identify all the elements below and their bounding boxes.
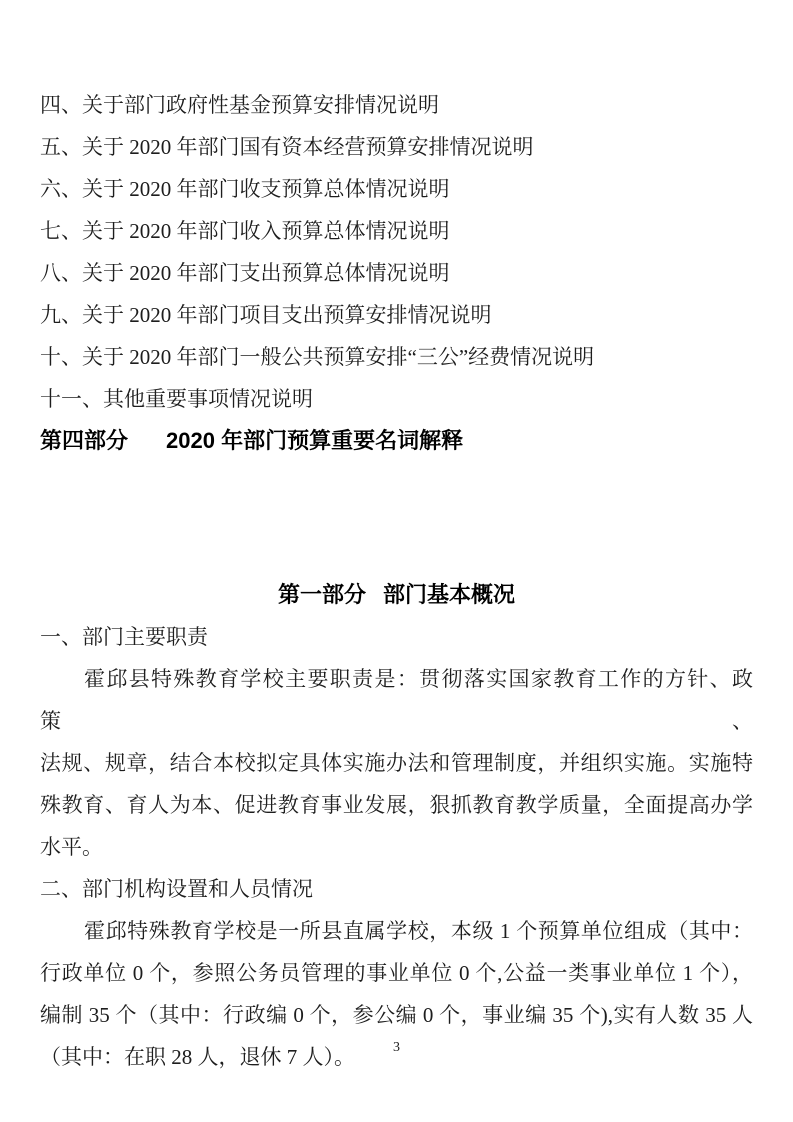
toc-item-5: 五、关于 2020 年部门国有资本经营预算安排情况说明	[40, 135, 534, 159]
toc-item-10: 十、关于 2020 年部门一般公共预算安排“三公”经费情况说明	[40, 345, 595, 369]
toc-part4-heading	[40, 420, 753, 462]
para2-line-4: （其中：在职 28 人，退休 7 人）。	[40, 1045, 355, 1069]
section1-heading	[40, 574, 753, 616]
subsection1-heading: 一、部门主要职责	[40, 625, 208, 649]
para1-line-1: 霍邱县特殊教育学校主要职责是：贯彻落实国家教育工作的方针、政策、	[40, 667, 753, 733]
para1-line-2: 法规、规章，结合本校拟定具体实施办法和管理制度，并组织实施。实施特	[40, 751, 753, 775]
para2-line-2: 行政单位 0 个，参照公务员管理的事业单位 0 个,公益一类事业单位 1 个），	[40, 961, 753, 985]
toc-item-7: 七、关于 2020 年部门收入预算总体情况说明	[40, 219, 450, 243]
para1-line-3: 殊教育、育人为本、促进教育事业发展，狠抓教育教学质量，全面提高办学	[40, 793, 753, 817]
para1-line-4: 水平。	[40, 835, 103, 859]
subsection2-heading: 二、部门机构设置和人员情况	[40, 877, 313, 901]
toc-item-6: 六、关于 2020 年部门收支预算总体情况说明	[40, 177, 450, 201]
toc-part4-title: 2020 年部门预算重要名词解释	[166, 428, 464, 453]
page-number: 3	[393, 1040, 400, 1055]
toc-item-8: 八、关于 2020 年部门支出预算总体情况说明	[40, 261, 450, 285]
para2-line-1: 霍邱特殊教育学校是一所县直属学校，本级 1 个预算单位组成（其中：	[84, 919, 753, 943]
section1-heading-label: 第一部分	[277, 582, 366, 607]
toc-part4-label: 第四部分	[40, 428, 129, 453]
toc-item-9: 九、关于 2020 年部门项目支出预算安排情况说明	[40, 303, 492, 327]
para2-line-3: 编制 35 个（其中：行政编 0 个，参公编 0 个，事业编 35 个),实有人数 35 人	[40, 1003, 753, 1027]
toc-item-4: 四、关于部门政府性基金预算安排情况说明	[40, 93, 439, 117]
toc-item-11: 十一、其他重要事项情况说明	[40, 387, 313, 411]
section1-heading-title: 部门基本概况	[383, 582, 516, 607]
